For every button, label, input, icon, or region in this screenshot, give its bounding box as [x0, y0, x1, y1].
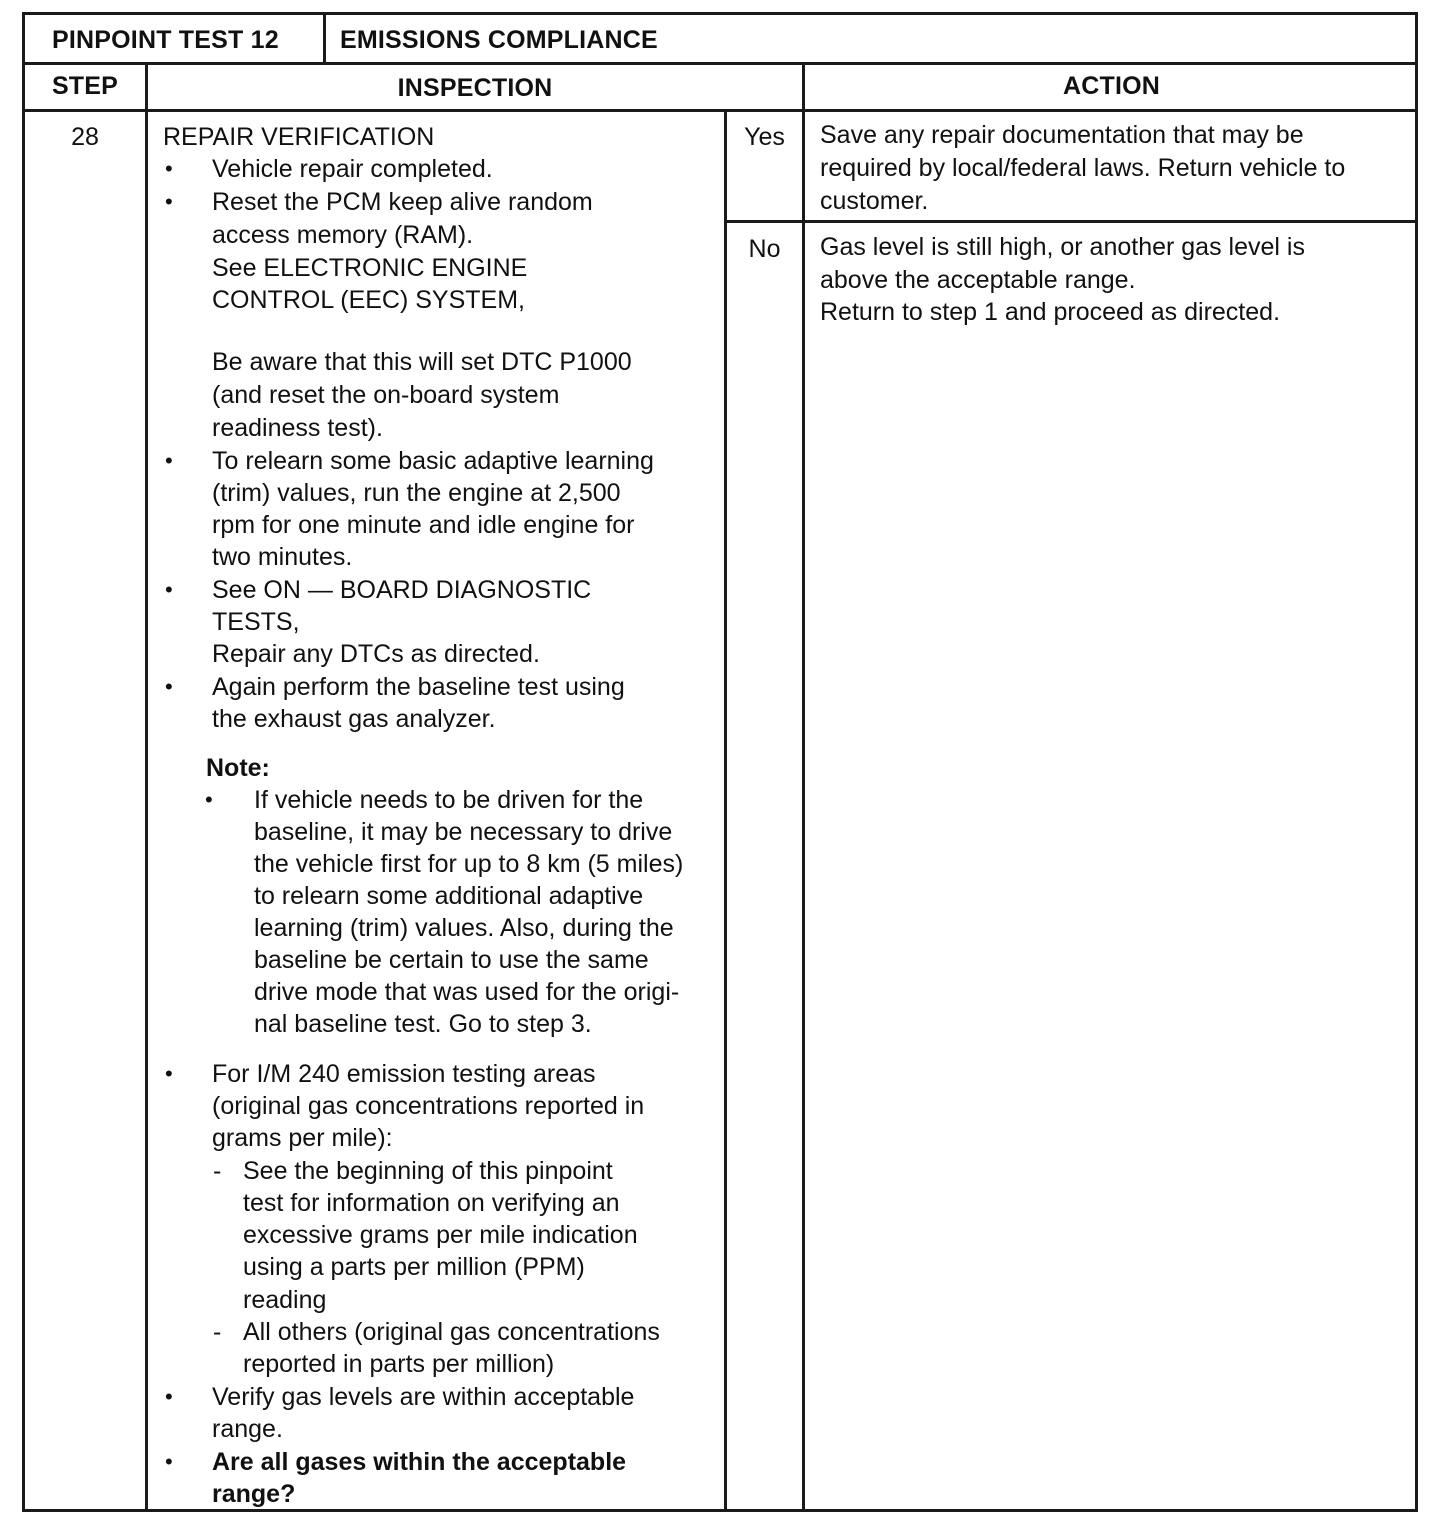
dash2-line-1: All others (original gas concentrations — [243, 1318, 660, 1346]
no-action-line-3: Return to step 1 and proceed as directed. — [820, 298, 1281, 326]
dash-2: - — [213, 1318, 222, 1346]
dash1-line-3: excessive grams per mile indication — [243, 1221, 638, 1249]
test-label: PINPOINT TEST 12 — [52, 26, 279, 54]
bullet6-line-2: (original gas concentrations reported in — [212, 1092, 645, 1120]
dash1-line-5: reading — [243, 1286, 327, 1314]
note-line-5: learning (trim) values. Also, during the — [254, 914, 674, 942]
bullet4-line-2: TESTS, — [212, 608, 300, 636]
step-column-header: STEP — [51, 72, 119, 100]
yes-action-line-1: Save any repair documentation that may be — [820, 121, 1304, 149]
bullet2-note-line-1: Be aware that this will set DTC P1000 — [212, 348, 632, 376]
bullet2-note-line-3: readiness test). — [212, 414, 383, 442]
bullet-4: • — [165, 577, 173, 602]
bullet-5: • — [165, 674, 173, 699]
yes-no-divider — [724, 220, 1418, 223]
yes-action-line-2: required by local/federal laws. Return vehicle to — [820, 154, 1346, 182]
bullet2-line-4: CONTROL (EEC) SYSTEM, — [212, 286, 525, 314]
note-line-4: to relearn some additional adaptive — [254, 882, 644, 910]
bullet5-line-2: the exhaust gas analyzer. — [212, 705, 496, 733]
yes-action-line-3: customer. — [820, 187, 929, 215]
bullet2-line-1: Reset the PCM keep alive random — [212, 188, 593, 216]
bullet4-line-1: See ON — BOARD DIAGNOSTIC — [212, 576, 592, 604]
header-divider — [22, 62, 1418, 65]
bullet-8: • — [165, 1449, 173, 1474]
bullet8-line-2: range? — [212, 1480, 296, 1508]
dash-1: - — [213, 1157, 222, 1185]
bullet2-line-3: See ELECTRONIC ENGINE — [212, 254, 528, 282]
bullet6-line-1: For I/M 240 emission testing areas — [212, 1060, 596, 1088]
bullet3-line-1: To relearn some basic adaptive learning — [212, 447, 654, 475]
inspection-heading: REPAIR VERIFICATION — [163, 123, 435, 151]
dash1-line-4: using a parts per million (PPM) — [243, 1253, 585, 1281]
title-divider — [323, 12, 326, 64]
action-column-divider — [802, 62, 805, 1512]
note-line-2: baseline, it may be necessary to drive — [254, 818, 673, 846]
note-bullet: • — [205, 787, 213, 812]
bullet-6: • — [165, 1061, 173, 1086]
note-line-3: the vehicle first for up to 8 km (5 miles) — [254, 850, 684, 878]
note-line-6: baseline be certain to use the same — [254, 946, 649, 974]
bullet3-line-2: (trim) values, run the engine at 2,500 — [212, 479, 621, 507]
bullet3-line-4: two minutes. — [212, 543, 353, 571]
note-line-7: drive mode that was used for the origi- — [254, 978, 680, 1006]
bullet-1: • — [165, 156, 173, 181]
no-action-line-2: above the acceptable range. — [820, 266, 1136, 294]
step-column-divider — [145, 62, 148, 1512]
step-number: 28 — [71, 123, 99, 151]
bullet5-line-1: Again perform the baseline test using — [212, 673, 625, 701]
inspection-column-divider — [724, 109, 727, 1512]
dash1-line-1: See the beginning of this pinpoint — [243, 1157, 613, 1185]
yes-label: Yes — [744, 123, 785, 151]
bullet-7: • — [165, 1384, 173, 1409]
note-label: Note: — [206, 754, 270, 782]
action-column-header: ACTION — [1062, 72, 1161, 100]
dash2-line-2: reported in parts per million) — [243, 1350, 555, 1378]
bullet7-line-1: Verify gas levels are within acceptable — [212, 1383, 635, 1411]
note-line-1: If vehicle needs to be driven for the — [254, 786, 644, 814]
bullet1-text: Vehicle repair completed. — [212, 155, 493, 183]
bullet2-line-2: access memory (RAM). — [212, 221, 474, 249]
inspection-column-header: INSPECTION — [397, 74, 553, 102]
column-header-divider — [22, 109, 1418, 112]
bullet6-line-3: grams per mile): — [212, 1124, 393, 1152]
no-action-line-1: Gas level is still high, or another gas level is — [820, 233, 1305, 261]
dash1-line-2: test for information on verifying an — [243, 1189, 620, 1217]
bullet-2: • — [165, 189, 173, 214]
bullet8-line-1: Are all gases within the acceptable — [212, 1448, 627, 1476]
bullet-3: • — [165, 448, 173, 473]
bullet7-line-2: range. — [212, 1415, 283, 1443]
test-title: EMISSIONS COMPLIANCE — [340, 26, 658, 54]
bullet3-line-3: rpm for one minute and idle engine for — [212, 511, 635, 539]
bullet4-line-3: Repair any DTCs as directed. — [212, 640, 540, 668]
bullet2-note-line-2: (and reset the on-board system — [212, 381, 560, 409]
note-line-8: nal baseline test. Go to step 3. — [254, 1010, 592, 1038]
no-label: No — [748, 235, 781, 263]
